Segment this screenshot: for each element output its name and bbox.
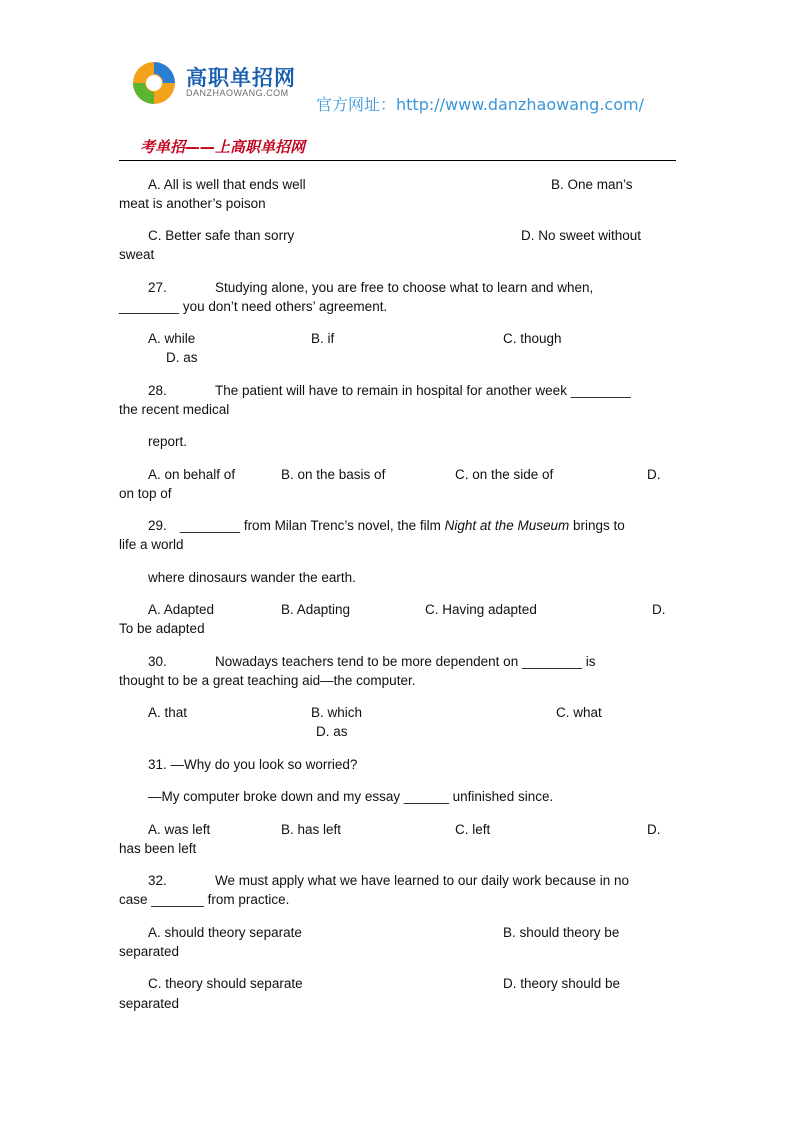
q27-number: 27.: [148, 280, 167, 295]
q27-option-a: A. while: [148, 331, 196, 346]
q27-option-c: C. though: [503, 331, 562, 346]
q30-stem-cont: thought to be a great teaching aid—the computer.: [119, 673, 416, 688]
q32-stem-cont: case _______ from practice.: [119, 892, 290, 907]
q28-option-a: A. on behalf of: [148, 467, 236, 482]
q32-option-d: D. theory should be: [503, 976, 621, 991]
q31-stem: 31. —Why do you look so worried?: [148, 757, 358, 772]
site-url[interactable]: 官方网址：http://www.danzhaowang.com/: [316, 95, 644, 114]
q32-option-d-cont: separated: [119, 996, 180, 1011]
q29-option-a: A. Adapted: [148, 602, 215, 617]
q28-stem: The patient will have to remain in hospital for another week ________: [215, 383, 631, 398]
q31-option-d: D.: [647, 822, 661, 837]
q30-option-b: B. which: [311, 705, 363, 720]
header-divider: [119, 160, 676, 161]
q31-option-b: B. has left: [281, 822, 342, 837]
q32-option-a: A. should theory separate: [148, 925, 302, 940]
q32-option-c: C. theory should separate: [148, 976, 303, 991]
q29-option-b: B. Adapting: [281, 602, 351, 617]
q31-stem-cont: —My computer broke down and my essay ______ unfinished since.: [148, 789, 554, 804]
q28-stem-cont-2: report.: [148, 434, 188, 449]
q26-option-d-cont: sweat: [119, 247, 155, 262]
q29-option-d: D.: [652, 602, 666, 617]
q31-option-d-cont: has been left: [119, 841, 197, 856]
header-slogan: 考单招——上高职单招网: [140, 138, 306, 156]
q28-number: 28.: [148, 383, 167, 398]
q29-number: 29.: [148, 518, 167, 533]
q26-option-b-cont: meat is another’s poison: [119, 196, 266, 211]
q32-number: 32.: [148, 873, 167, 888]
brand-name: 高职单招网: [186, 66, 296, 90]
q27-stem: Studying alone, you are free to choose what to learn and when,: [215, 280, 594, 295]
q26-option-d: D. No sweet without: [521, 228, 642, 243]
q30-number: 30.: [148, 654, 167, 669]
q32-option-b: B. should theory be: [503, 925, 620, 940]
q26-option-b: B. One man’s: [551, 177, 633, 192]
q29-stem-cont: life a world: [119, 537, 184, 552]
q32-option-b-cont: separated: [119, 944, 180, 959]
q27-stem-cont: ________ you don’t need others’ agreement.: [119, 299, 388, 314]
site-logo: [130, 60, 182, 106]
q31-option-a: A. was left: [148, 822, 211, 837]
q28-option-d-cont: on top of: [119, 486, 172, 501]
q29-stem-post: brings to: [572, 518, 625, 533]
q26-option-a: A. All is well that ends well: [148, 177, 306, 192]
q27-option-d: D. as: [166, 350, 198, 365]
q29-stem-cont-2: where dinosaurs wander the earth.: [148, 570, 356, 585]
q28-option-c: C. on the side of: [455, 467, 554, 482]
q30-option-a: A. that: [148, 705, 188, 720]
q29-film-title: Night at the Museum: [444, 518, 570, 533]
q28-option-b: B. on the basis of: [281, 467, 386, 482]
q31-option-c: C. left: [455, 822, 491, 837]
q28-stem-cont: the recent medical: [119, 402, 230, 417]
q29-stem: [180, 518, 625, 534]
q29-option-c: C. Having adapted: [425, 602, 537, 617]
q29-option-d-cont: To be adapted: [119, 621, 205, 636]
q32-stem: We must apply what we have learned to our daily work because in no: [215, 873, 629, 888]
q27-option-b: B. if: [311, 331, 335, 346]
brand-domain: DANZHAOWANG.COM: [186, 88, 289, 98]
q30-stem: Nowadays teachers tend to be more dependent on ________ is: [215, 654, 596, 669]
q30-option-c: C. what: [556, 705, 602, 720]
q28-option-d: D.: [647, 467, 661, 482]
q29-stem-pre: ________ from Milan Trenc’s novel, the film: [180, 518, 441, 533]
q30-option-d: D. as: [316, 724, 348, 739]
q26-option-c: C. Better safe than sorry: [148, 228, 295, 243]
